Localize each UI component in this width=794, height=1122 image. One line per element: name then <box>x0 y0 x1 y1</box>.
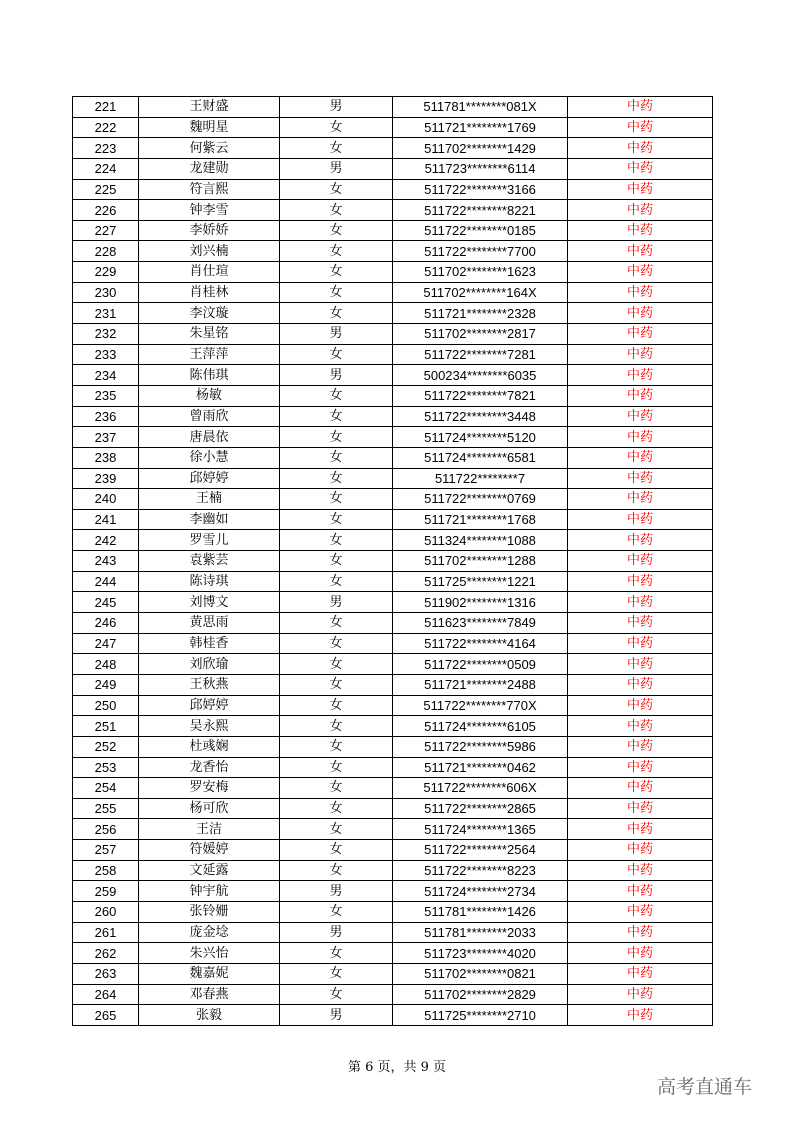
sex-cell: 男 <box>280 922 393 943</box>
row-number-cell: 247 <box>73 633 139 654</box>
major-cell: 中药 <box>568 179 713 200</box>
row-number-cell: 249 <box>73 674 139 695</box>
name-cell: 吴永熙 <box>139 716 280 737</box>
row-number-cell: 259 <box>73 881 139 902</box>
table-row <box>73 695 713 716</box>
name-cell: 龙香怡 <box>139 757 280 778</box>
major-cell: 中药 <box>568 613 713 634</box>
name-cell: 黄思雨 <box>139 613 280 634</box>
id-number-cell: 500234********6035 <box>393 365 568 386</box>
id-number-cell: 511722********3448 <box>393 406 568 427</box>
sex-cell: 女 <box>280 282 393 303</box>
sex-cell: 男 <box>280 97 393 118</box>
major-cell: 中药 <box>568 303 713 324</box>
id-number-cell: 511721********2488 <box>393 674 568 695</box>
name-cell: 文延露 <box>139 860 280 881</box>
row-number-cell: 229 <box>73 262 139 283</box>
sex-cell: 女 <box>280 509 393 530</box>
sex-cell: 女 <box>280 530 393 551</box>
id-number-cell: 511781********081X <box>393 97 568 118</box>
name-cell: 朱星铭 <box>139 324 280 345</box>
name-cell: 李娇娇 <box>139 220 280 241</box>
name-cell: 王洁 <box>139 819 280 840</box>
row-number-cell: 239 <box>73 468 139 489</box>
major-cell: 中药 <box>568 943 713 964</box>
table-row <box>73 282 713 303</box>
id-number-cell: 511722********4164 <box>393 633 568 654</box>
row-number-cell: 243 <box>73 551 139 572</box>
row-number-cell: 237 <box>73 427 139 448</box>
row-number-cell: 264 <box>73 984 139 1005</box>
major-cell: 中药 <box>568 447 713 468</box>
row-number-cell: 261 <box>73 922 139 943</box>
id-number-cell: 511702********2829 <box>393 984 568 1005</box>
row-number-cell: 223 <box>73 138 139 159</box>
sex-cell: 女 <box>280 117 393 138</box>
row-number-cell: 255 <box>73 798 139 819</box>
name-cell: 魏明星 <box>139 117 280 138</box>
id-number-cell: 511702********1429 <box>393 138 568 159</box>
table-row <box>73 963 713 984</box>
name-cell: 王楠 <box>139 489 280 510</box>
id-number-cell: 511702********0821 <box>393 963 568 984</box>
row-number-cell: 257 <box>73 840 139 861</box>
name-cell: 杨敏 <box>139 385 280 406</box>
sex-cell: 女 <box>280 138 393 159</box>
id-number-cell: 511724********6105 <box>393 716 568 737</box>
row-number-cell: 224 <box>73 158 139 179</box>
sex-cell: 女 <box>280 262 393 283</box>
row-number-cell: 232 <box>73 324 139 345</box>
row-number-cell: 241 <box>73 509 139 530</box>
sex-cell: 女 <box>280 716 393 737</box>
major-cell: 中药 <box>568 881 713 902</box>
row-number-cell: 235 <box>73 385 139 406</box>
table-row <box>73 509 713 530</box>
id-number-cell: 511723********6114 <box>393 158 568 179</box>
table-row <box>73 365 713 386</box>
row-number-cell: 238 <box>73 447 139 468</box>
id-number-cell: 511722********7281 <box>393 344 568 365</box>
row-number-cell: 248 <box>73 654 139 675</box>
table-row <box>73 943 713 964</box>
id-number-cell: 511722********7821 <box>393 385 568 406</box>
sex-cell: 女 <box>280 489 393 510</box>
sex-cell: 女 <box>280 385 393 406</box>
row-number-cell: 260 <box>73 901 139 922</box>
table-row <box>73 674 713 695</box>
table-row <box>73 241 713 262</box>
id-number-cell: 511702********164X <box>393 282 568 303</box>
major-cell: 中药 <box>568 324 713 345</box>
major-cell: 中药 <box>568 241 713 262</box>
sex-cell: 女 <box>280 406 393 427</box>
sex-cell: 男 <box>280 158 393 179</box>
table-row <box>73 716 713 737</box>
row-number-cell: 252 <box>73 736 139 757</box>
sex-cell: 女 <box>280 633 393 654</box>
table-row <box>73 613 713 634</box>
watermark-text: 高考直通车 <box>657 1076 753 1098</box>
table-row <box>73 220 713 241</box>
major-cell: 中药 <box>568 840 713 861</box>
name-cell: 肖仕瑄 <box>139 262 280 283</box>
id-number-cell: 511324********1088 <box>393 530 568 551</box>
major-cell: 中药 <box>568 716 713 737</box>
row-number-cell: 225 <box>73 179 139 200</box>
table-row <box>73 778 713 799</box>
name-cell: 王秋燕 <box>139 674 280 695</box>
sex-cell: 女 <box>280 840 393 861</box>
major-cell: 中药 <box>568 819 713 840</box>
row-number-cell: 244 <box>73 571 139 592</box>
name-cell: 陈伟琪 <box>139 365 280 386</box>
major-cell: 中药 <box>568 282 713 303</box>
major-cell: 中药 <box>568 138 713 159</box>
major-cell: 中药 <box>568 592 713 613</box>
major-cell: 中药 <box>568 901 713 922</box>
name-cell: 何紫云 <box>139 138 280 159</box>
row-number-cell: 221 <box>73 97 139 118</box>
name-cell: 刘博文 <box>139 592 280 613</box>
major-cell: 中药 <box>568 468 713 489</box>
table-row <box>73 117 713 138</box>
name-cell: 刘欣瑜 <box>139 654 280 675</box>
name-cell: 邓春燕 <box>139 984 280 1005</box>
sex-cell: 女 <box>280 695 393 716</box>
id-number-cell: 511724********5120 <box>393 427 568 448</box>
name-cell: 唐晨依 <box>139 427 280 448</box>
sex-cell: 男 <box>280 592 393 613</box>
sex-cell: 女 <box>280 757 393 778</box>
sex-cell: 女 <box>280 798 393 819</box>
table-row <box>73 489 713 510</box>
sex-cell: 女 <box>280 344 393 365</box>
sex-cell: 女 <box>280 674 393 695</box>
table-row <box>73 757 713 778</box>
major-cell: 中药 <box>568 695 713 716</box>
id-number-cell: 511722********606X <box>393 778 568 799</box>
row-number-cell: 253 <box>73 757 139 778</box>
table-row <box>73 654 713 675</box>
table-row <box>73 158 713 179</box>
id-number-cell: 511722********5986 <box>393 736 568 757</box>
table-row <box>73 922 713 943</box>
table-row <box>73 303 713 324</box>
id-number-cell: 511722********2865 <box>393 798 568 819</box>
table-row <box>73 633 713 654</box>
id-number-cell: 511721********0462 <box>393 757 568 778</box>
table-row <box>73 860 713 881</box>
id-number-cell: 511722********2564 <box>393 840 568 861</box>
sex-cell: 女 <box>280 860 393 881</box>
id-number-cell: 511724********6581 <box>393 447 568 468</box>
id-number-cell: 511721********1768 <box>393 509 568 530</box>
roster-table-body <box>73 97 713 1026</box>
name-cell: 陈诗琪 <box>139 571 280 592</box>
major-cell: 中药 <box>568 778 713 799</box>
name-cell: 朱兴怡 <box>139 943 280 964</box>
name-cell: 罗安梅 <box>139 778 280 799</box>
sex-cell: 女 <box>280 819 393 840</box>
id-number-cell: 511721********1769 <box>393 117 568 138</box>
major-cell: 中药 <box>568 200 713 221</box>
id-number-cell: 511702********1623 <box>393 262 568 283</box>
page-footer: 第 6 页，共 9 页 <box>347 1060 447 1075</box>
name-cell: 符媛婷 <box>139 840 280 861</box>
table-row <box>73 262 713 283</box>
major-cell: 中药 <box>568 922 713 943</box>
major-cell: 中药 <box>568 158 713 179</box>
id-number-cell: 511721********2328 <box>393 303 568 324</box>
major-cell: 中药 <box>568 530 713 551</box>
id-number-cell: 511722********8221 <box>393 200 568 221</box>
id-number-cell: 511722********0509 <box>393 654 568 675</box>
id-number-cell: 511722********0769 <box>393 489 568 510</box>
sex-cell: 男 <box>280 324 393 345</box>
major-cell: 中药 <box>568 427 713 448</box>
name-cell: 王萍萍 <box>139 344 280 365</box>
sex-cell: 女 <box>280 778 393 799</box>
row-number-cell: 262 <box>73 943 139 964</box>
name-cell: 张铃姗 <box>139 901 280 922</box>
row-number-cell: 222 <box>73 117 139 138</box>
table-row <box>73 344 713 365</box>
row-number-cell: 256 <box>73 819 139 840</box>
table-row <box>73 138 713 159</box>
name-cell: 符言熙 <box>139 179 280 200</box>
table-row <box>73 798 713 819</box>
table-row <box>73 530 713 551</box>
name-cell: 钟李雪 <box>139 200 280 221</box>
sex-cell: 女 <box>280 427 393 448</box>
row-number-cell: 245 <box>73 592 139 613</box>
table-row <box>73 200 713 221</box>
id-number-cell: 511724********1365 <box>393 819 568 840</box>
name-cell: 王财盛 <box>139 97 280 118</box>
major-cell: 中药 <box>568 551 713 572</box>
id-number-cell: 511722********7 <box>393 468 568 489</box>
table-row <box>73 468 713 489</box>
sex-cell: 女 <box>280 984 393 1005</box>
major-cell: 中药 <box>568 406 713 427</box>
table-row <box>73 385 713 406</box>
major-cell: 中药 <box>568 489 713 510</box>
id-number-cell: 511725********1221 <box>393 571 568 592</box>
row-number-cell: 233 <box>73 344 139 365</box>
name-cell: 袁紫芸 <box>139 551 280 572</box>
sex-cell: 女 <box>280 963 393 984</box>
sex-cell: 女 <box>280 571 393 592</box>
table-row <box>73 592 713 613</box>
id-number-cell: 511722********7700 <box>393 241 568 262</box>
sex-cell: 女 <box>280 901 393 922</box>
sex-cell: 女 <box>280 303 393 324</box>
sex-cell: 女 <box>280 447 393 468</box>
sex-cell: 女 <box>280 200 393 221</box>
table-row <box>73 881 713 902</box>
row-number-cell: 226 <box>73 200 139 221</box>
sex-cell: 女 <box>280 736 393 757</box>
name-cell: 刘兴楠 <box>139 241 280 262</box>
table-row <box>73 571 713 592</box>
id-number-cell: 511724********2734 <box>393 881 568 902</box>
table-row <box>73 324 713 345</box>
name-cell: 钟宇航 <box>139 881 280 902</box>
id-number-cell: 511722********8223 <box>393 860 568 881</box>
table-row <box>73 179 713 200</box>
sex-cell: 男 <box>280 365 393 386</box>
row-number-cell: 236 <box>73 406 139 427</box>
major-cell: 中药 <box>568 674 713 695</box>
name-cell: 曾雨欣 <box>139 406 280 427</box>
table-row <box>73 427 713 448</box>
major-cell: 中药 <box>568 385 713 406</box>
table-row <box>73 819 713 840</box>
sex-cell: 男 <box>280 1005 393 1026</box>
id-number-cell: 511722********0185 <box>393 220 568 241</box>
sex-cell: 女 <box>280 654 393 675</box>
major-cell: 中药 <box>568 344 713 365</box>
table-row <box>73 984 713 1005</box>
name-cell: 杨可欣 <box>139 798 280 819</box>
sex-cell: 女 <box>280 220 393 241</box>
row-number-cell: 230 <box>73 282 139 303</box>
sex-cell: 男 <box>280 881 393 902</box>
name-cell: 韩桂香 <box>139 633 280 654</box>
name-cell: 肖桂林 <box>139 282 280 303</box>
table-row <box>73 736 713 757</box>
row-number-cell: 246 <box>73 613 139 634</box>
name-cell: 李幽如 <box>139 509 280 530</box>
major-cell: 中药 <box>568 860 713 881</box>
table-row <box>73 901 713 922</box>
name-cell: 张毅 <box>139 1005 280 1026</box>
id-number-cell: 511722********3166 <box>393 179 568 200</box>
major-cell: 中药 <box>568 220 713 241</box>
table-row <box>73 551 713 572</box>
sex-cell: 女 <box>280 551 393 572</box>
id-number-cell: 511781********1426 <box>393 901 568 922</box>
major-cell: 中药 <box>568 654 713 675</box>
major-cell: 中药 <box>568 963 713 984</box>
major-cell: 中药 <box>568 571 713 592</box>
row-number-cell: 240 <box>73 489 139 510</box>
table-row <box>73 1005 713 1026</box>
major-cell: 中药 <box>568 1005 713 1026</box>
id-number-cell: 511723********4020 <box>393 943 568 964</box>
name-cell: 魏嘉妮 <box>139 963 280 984</box>
name-cell: 杜彧娴 <box>139 736 280 757</box>
roster-table <box>72 96 713 1026</box>
major-cell: 中药 <box>568 798 713 819</box>
id-number-cell: 511725********2710 <box>393 1005 568 1026</box>
table-row <box>73 840 713 861</box>
id-number-cell: 511702********2817 <box>393 324 568 345</box>
name-cell: 徐小慧 <box>139 447 280 468</box>
major-cell: 中药 <box>568 757 713 778</box>
row-number-cell: 250 <box>73 695 139 716</box>
row-number-cell: 231 <box>73 303 139 324</box>
major-cell: 中药 <box>568 97 713 118</box>
name-cell: 罗雪儿 <box>139 530 280 551</box>
row-number-cell: 242 <box>73 530 139 551</box>
roster-table-wrapper <box>72 96 713 1026</box>
name-cell: 龙建勋 <box>139 158 280 179</box>
major-cell: 中药 <box>568 736 713 757</box>
name-cell: 邱婷婷 <box>139 695 280 716</box>
sex-cell: 女 <box>280 179 393 200</box>
major-cell: 中药 <box>568 262 713 283</box>
row-number-cell: 227 <box>73 220 139 241</box>
id-number-cell: 511781********2033 <box>393 922 568 943</box>
name-cell: 庞金埝 <box>139 922 280 943</box>
table-row <box>73 406 713 427</box>
id-number-cell: 511702********1288 <box>393 551 568 572</box>
sex-cell: 女 <box>280 613 393 634</box>
row-number-cell: 228 <box>73 241 139 262</box>
major-cell: 中药 <box>568 365 713 386</box>
row-number-cell: 254 <box>73 778 139 799</box>
major-cell: 中药 <box>568 984 713 1005</box>
name-cell: 邱婷婷 <box>139 468 280 489</box>
table-row <box>73 447 713 468</box>
row-number-cell: 258 <box>73 860 139 881</box>
major-cell: 中药 <box>568 633 713 654</box>
sex-cell: 女 <box>280 241 393 262</box>
row-number-cell: 251 <box>73 716 139 737</box>
row-number-cell: 265 <box>73 1005 139 1026</box>
name-cell: 李汶璇 <box>139 303 280 324</box>
id-number-cell: 511623********7849 <box>393 613 568 634</box>
major-cell: 中药 <box>568 509 713 530</box>
row-number-cell: 263 <box>73 963 139 984</box>
id-number-cell: 511722********770X <box>393 695 568 716</box>
id-number-cell: 511902********1316 <box>393 592 568 613</box>
row-number-cell: 234 <box>73 365 139 386</box>
sex-cell: 女 <box>280 468 393 489</box>
major-cell: 中药 <box>568 117 713 138</box>
sex-cell: 女 <box>280 943 393 964</box>
table-row <box>73 97 713 118</box>
